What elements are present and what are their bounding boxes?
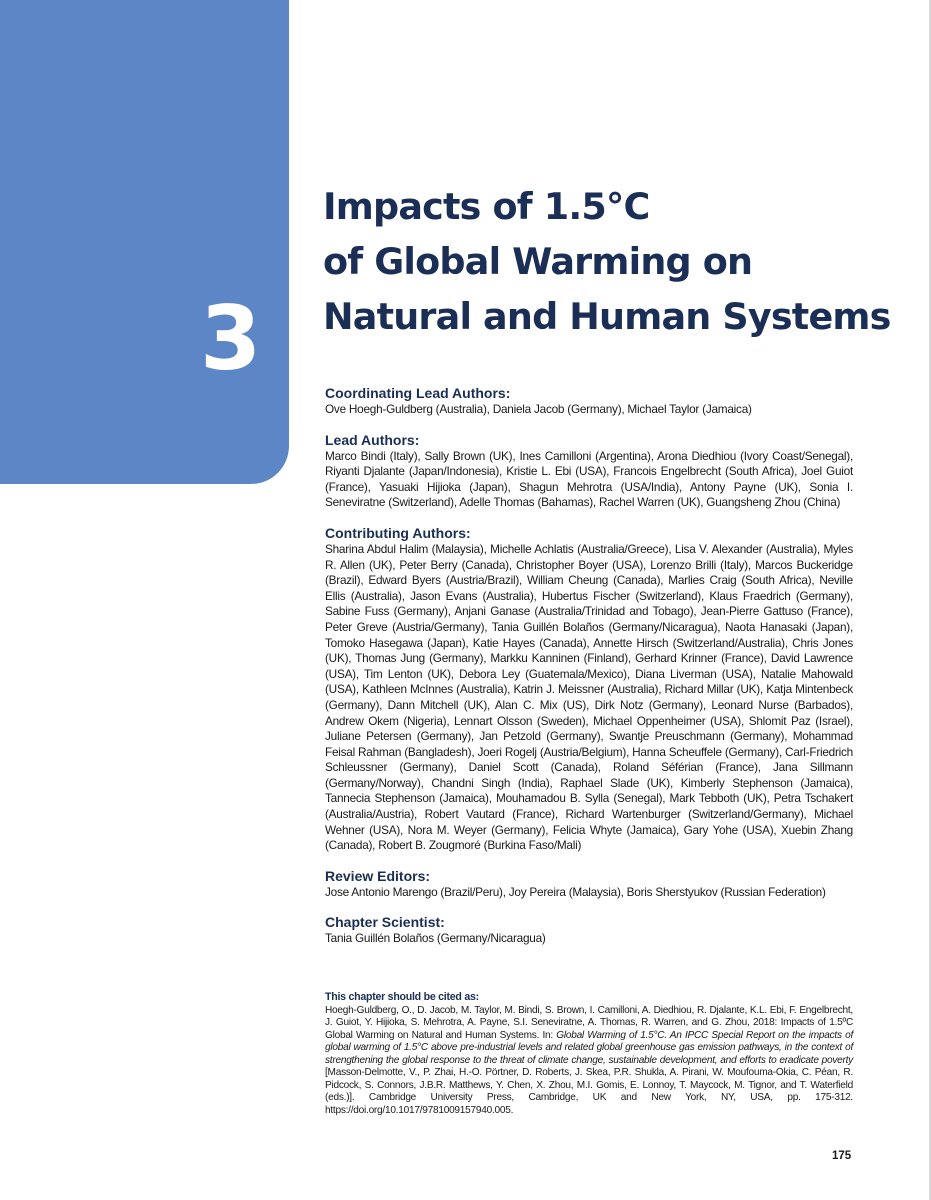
citation-report-title: Global Warming of 1.5°C. An IPCC Special Report on the impacts of global warming of 1.5°C above pre-industrial levels and related global greenhouse gas emission pathways, in the context of strengthening the global response to the threat of climate change, sustainable development, and efforts to eradicate poverty <box>325 1029 853 1066</box>
citation-block <box>325 991 853 1117</box>
contributing-authors-section <box>325 525 853 854</box>
section-heading: Contributing Authors: <box>325 524 471 541</box>
chapter-tab-block <box>0 0 289 484</box>
author-list <box>325 385 853 961</box>
section-heading: Coordinating Lead Authors: <box>325 385 511 401</box>
section-text: Sharina Abdul Halim (Malaysia), Michelle Achlatis (Australia/Greece), Lisa V. Alexander (Australia), Myles R. Allen (UK), Peter Berry (Canada), Christopher Boyer (USA), Lorenzo Brilli (Italy), Marcos Buckeridge (Brazil), Edward Byers (Austria/Brazil), William Cheung (Canada), Marlies Craig (South Africa), Neville Ellis (Australia), Jason Evans (Australia), Hubertus Fischer (Switzerland), Klaus Fraedrich (Germany), Sabine Fuss (Germany), Anjani Ganase (Australia/Trinidad and Tobago), Jean-Pierre Gattuso (France), Peter Greve (Austria/Germany), Tania Guillén Bolaños (Germany/Nicaragua), Naota Hanasaki (Japan), Tomoko Hasegawa (Japan), Katie Hayes (Canada), Annette Hirsch (Switzerland/Australia), Chris Jones (UK), Thomas Jung (Germany), Markku Kanninen (Finland), Gerhard Krinner (France), David Lawrence (USA), Tim Lenton (UK), Debora Ley (Guatemala/Mexico), Diana Liverman (USA), Natalie Mahowald (USA), Kathleen McInnes (Australia), Katrin J. Meissner (Australia), Richard Millar (UK), Katja Mintenbeck (Germany), Dann Mitchell (UK), Alan C. Mix (US), Dirk Notz (Germany), Leonard Nurse (Barbados), Andrew Okem (Nigeria), Lennart Olsson (Sweden), Michael Oppenheimer (USA), Shlomit Paz (Israel), Juliane Petersen (Germany), Jan Petzold (Germany), Swantje Preuschmann (Germany), Mohammad Feisal Rahman (Bangladesh), Joeri Rogelj (Austria/Belgium), Hanna Scheuffele (Germany), Carl-Friedrich Schleussner (Germany), Daniel Scott (Canada), Roland Séférian (France), Jana Sillmann (Germany/Norway), Chandni Singh (India), Raphael Slade (UK), Kimberly Stephenson (Jamaica), Tannecia Stephenson (Jamaica), Mouhamadou B. Sylla (Senegal), Mark Tebboth (UK), Petra Tschakert (Australia/Austria), Robert Vautard (France), Richard Wartenburger (Switzerland/Germany), Michael Wehner (USA), Nora M. Weyer (Germany), Felicia Whyte (Jamaica), Gary Yohe (USA), Xuebin Zhang (Canada), Robert B. Zougmoré (Burkina Faso/Mali) <box>325 541 853 853</box>
section-heading: Lead Authors: <box>325 431 420 448</box>
section-text: Tania Guillén Bolaños (Germany/Nicaragua) <box>325 931 546 946</box>
section-text: Marco Bindi (Italy), Sally Brown (UK), Ines Camilloni (Argentina), Arona Diedhiou (Ivory Coast/Senegal), Riyanti Djalante (Japan/Indonesia), Kristie L. Ebi (USA), Francois Engelbrecht (South Africa), Joel Guiot (France), Yasuaki Hijioka (Japan), Shagun Mehrotra (USA/India), Antony Payne (UK), Sonia I. Seneviratne (Switzerland), Adelle Thomas (Bahamas), Rachel Warren (UK), Guangsheng Zhou (China) <box>325 448 853 510</box>
chapter-number: 3 <box>200 287 262 390</box>
citation-part: [Masson-Delmotte, V., P. Zhai, H.-O. Pörtner, D. Roberts, J. Skea, P.R. Shukla, A. Pirani, W. Moufouma-Okia, C. Péan, R. Pidcock, S. Connors, J.B.R. Matthews, Y. Chen, X. Zhou, M.I. Gomis, E. Lonnoy, T. Maycock, M. Tignor, and T. Waterfield (eds.)]. Cambridge University Press, Cambridge, UK and New York, NY, USA, pp. 175-312. https://doi.org/10.1017/9781009157940.005. <box>325 1067 853 1116</box>
chapter-scientist-section <box>325 914 853 947</box>
citation-heading: This chapter should be cited as: <box>325 991 479 1003</box>
section-heading: Chapter Scientist: <box>325 914 445 931</box>
chapter-title <box>323 179 891 344</box>
citation-part: Hoegh-Guldberg, O., D. Jacob, M. Taylor, M. Bindi, S. Brown, I. Camilloni, A. Diedhiou, R. Djalante, K.L. Ebi, F. Engelbrecht, J. Guiot, Y. Hijioka, S. Mehrotra, A. Payne, S.I. Seneviratne, A. Thomas, R. Warren, and G. Zhou, 2018: Impacts of 1.5ºC Global Warming on Natural and Human Systems. In: <box>325 1004 853 1041</box>
chapter-title-line: Impacts of 1.5°C <box>323 185 650 228</box>
chapter-title-line: of Global Warming on <box>323 240 753 283</box>
chapter-title-line: Natural and Human Systems <box>323 295 891 338</box>
section-text: Ove Hoegh-Guldberg (Australia), Daniela Jacob (Germany), Michael Taylor (Jamaica) <box>325 402 752 416</box>
coordinating-lead-authors-section <box>325 385 853 418</box>
section-heading: Review Editors: <box>325 867 431 884</box>
review-editors-section <box>325 868 853 901</box>
lead-authors-section <box>325 432 853 511</box>
citation-text <box>325 1005 853 1118</box>
page-number: 175 <box>832 1150 852 1162</box>
section-text: Jose Antonio Marengo (Brazil/Peru), Joy Pereira (Malaysia), Boris Sherstyukov (Russian Federation) <box>325 884 826 899</box>
